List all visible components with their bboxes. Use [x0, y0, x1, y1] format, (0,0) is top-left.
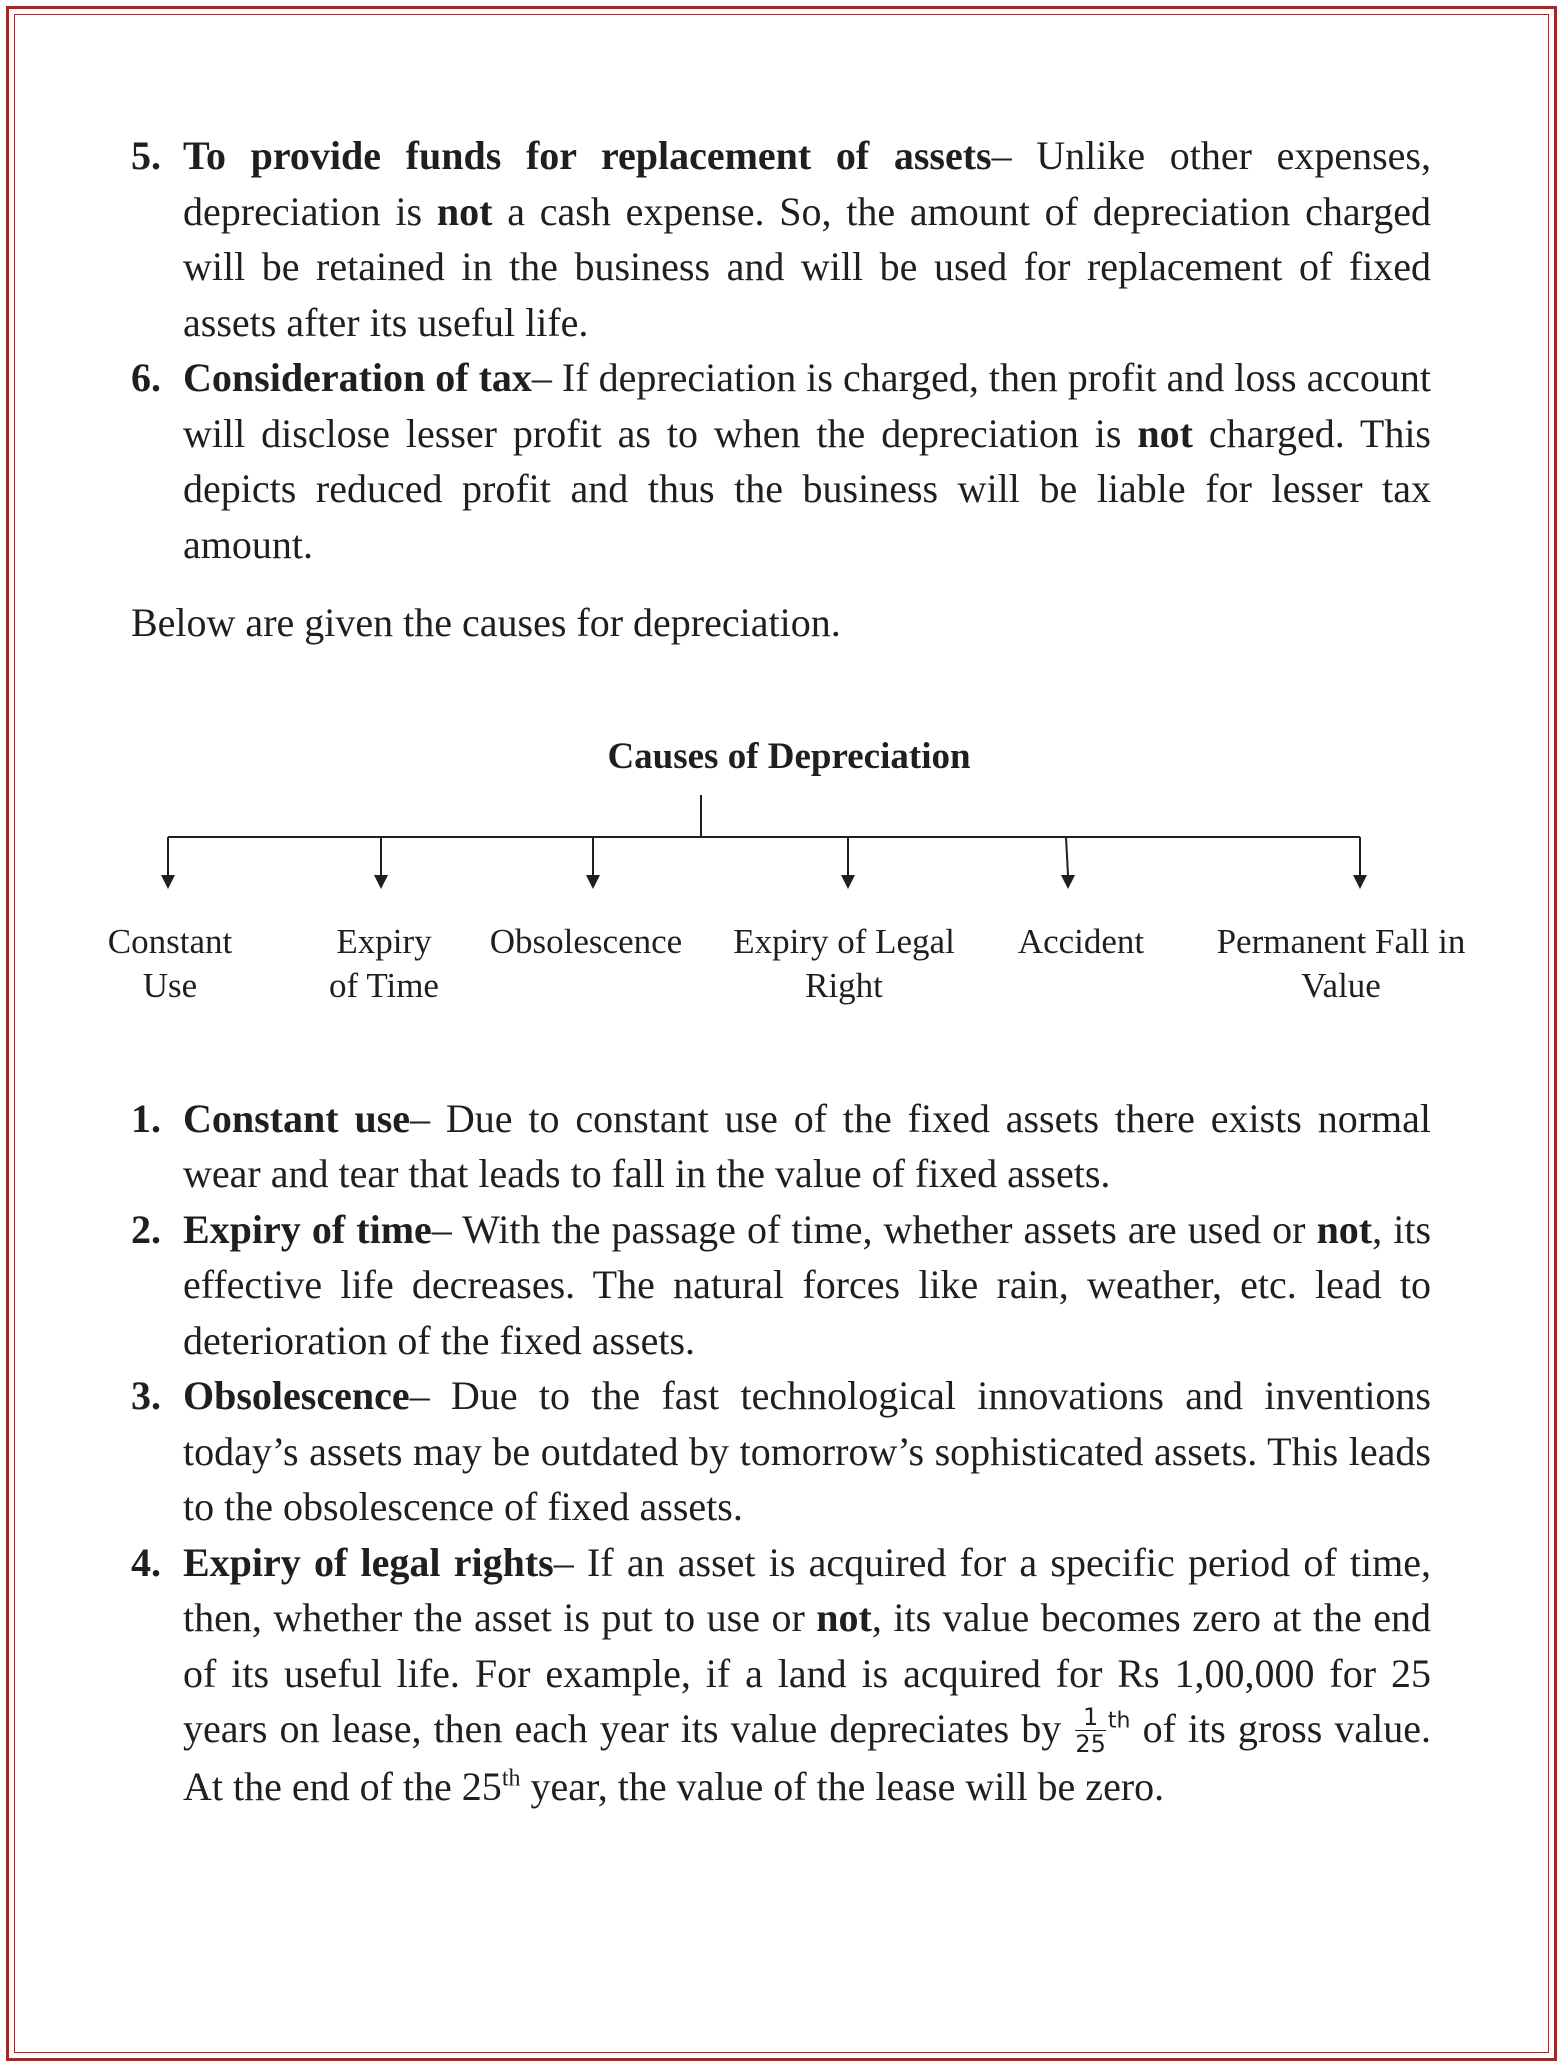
- item-heading: Obsolescence: [183, 1373, 410, 1418]
- item-number: 2.: [131, 1206, 161, 1252]
- item-text: Unlike other expenses, depreciation is: [183, 133, 1432, 234]
- cause-node-expiry-of-legal-right: Expiry of Legal Right: [733, 921, 955, 1005]
- item-heading: Constant use: [183, 1095, 411, 1141]
- emphasis-not: not: [1137, 410, 1193, 456]
- item-heading: Expiry of time: [183, 1206, 432, 1252]
- item-dash: –: [553, 1539, 574, 1585]
- fraction-one-twenty-fifth: [1075, 1704, 1106, 1757]
- causes-diagram: [107, 651, 1466, 1091]
- item-number: 6.: [131, 355, 161, 400]
- item-text: If an asset is acquired for a specific period of time, then, whether the asset is put to use or: [183, 1539, 1432, 1640]
- list-item-5: [131, 128, 1431, 350]
- item-dash: –: [991, 133, 1012, 178]
- item-heading: Expiry of legal rights: [183, 1539, 554, 1585]
- emphasis-not: not: [1316, 1206, 1373, 1252]
- item-number: 3.: [131, 1373, 161, 1418]
- item-text-cont-3: year, the value of the lease will be zero.: [520, 1764, 1165, 1810]
- item-text-cont: charged. This depicts reduced profit and thus the business will be liable for lesser tax amount.: [183, 410, 1431, 567]
- item-number: 5.: [131, 133, 161, 178]
- intro-paragraph: Below are given the causes for depreciation.: [131, 600, 841, 645]
- item-dash: –: [410, 1095, 431, 1141]
- item-text-cont: a cash expense. So, the amount of depreciation charged will be retained in the business and will be used for replacement of fixed assets after its useful life.: [183, 188, 1432, 345]
- cause-node-constant-use: Constant Use: [107, 921, 233, 1005]
- diagram-connectors: [131, 651, 1431, 1091]
- arrowhead-2: [374, 875, 388, 889]
- item-dash: –: [531, 355, 552, 400]
- item-text-cont: , its effective life decreases. The natural forces like rain, weather, etc. lead to deterioration of the fixed assets.: [183, 1206, 1432, 1363]
- item-number: 4.: [131, 1539, 161, 1585]
- arrowhead-3: [586, 875, 600, 889]
- fraction-ordinal-suffix: th: [1107, 1708, 1131, 1734]
- item-heading: Consideration of tax: [183, 355, 532, 400]
- cause-node-obsolescence: Obsolescence: [489, 921, 683, 961]
- fraction-numerator: 1: [1075, 1704, 1106, 1731]
- diagram-title: Causes of Depreciation: [607, 735, 971, 777]
- item-text-cont: , its value becomes zero at the end of its useful life. For example, if a land is acquired for Rs 1,00,000 for 25 years on lease, then each year its value depreciates by: [183, 1595, 1431, 1751]
- reasons-list: [131, 128, 1431, 572]
- emphasis-not: not: [816, 1595, 872, 1640]
- item-text: Due to constant use of the fixed assets there exists normal wear and tear that leads to fall in the value of fixed assets.: [183, 1095, 1431, 1196]
- item-dash: –: [431, 1206, 452, 1252]
- document-body: [107, 128, 1466, 1815]
- item-dash: –: [409, 1373, 430, 1418]
- list-item-6: [131, 350, 1431, 572]
- branch-line-5: [1066, 837, 1068, 875]
- list-item-2: [131, 1202, 1431, 1369]
- arrowhead-6: [1353, 875, 1367, 889]
- arrowhead-5: [1061, 875, 1075, 889]
- item-heading: To provide funds for replacement of assets: [183, 133, 992, 178]
- list-item-1: [131, 1091, 1431, 1202]
- item-text-cont-2: of its gross value. At the end of the 25: [183, 1706, 1431, 1810]
- causes-list: [131, 1091, 1431, 1815]
- item-text: Due to the fast technological innovations and inventions today’s assets may be outdated by tomorrow’s sophisticated assets. This leads to the obsolescence of fixed assets.: [183, 1373, 1431, 1529]
- item-number: 1.: [131, 1095, 161, 1141]
- fraction-denominator: 25: [1075, 1730, 1106, 1759]
- cause-node-accident: Accident: [1017, 921, 1145, 961]
- emphasis-not: not: [436, 188, 493, 234]
- item-text: With the passage of time, whether assets are used or: [451, 1206, 1317, 1252]
- list-item-4: [131, 1535, 1431, 1815]
- list-item-3: [131, 1368, 1431, 1535]
- arrowhead-4: [841, 875, 855, 889]
- arrowhead-1: [161, 875, 175, 889]
- item-text: If depreciation is charged, then profit and loss account will disclose lesser profit as to when the depreciation is: [183, 355, 1432, 456]
- cause-node-expiry-of-time: Expiry of Time: [329, 921, 439, 1005]
- ordinal-superscript: th: [501, 1765, 521, 1792]
- cause-node-permanent-fall-in-value: Permanent Fall in Value: [1216, 921, 1466, 1005]
